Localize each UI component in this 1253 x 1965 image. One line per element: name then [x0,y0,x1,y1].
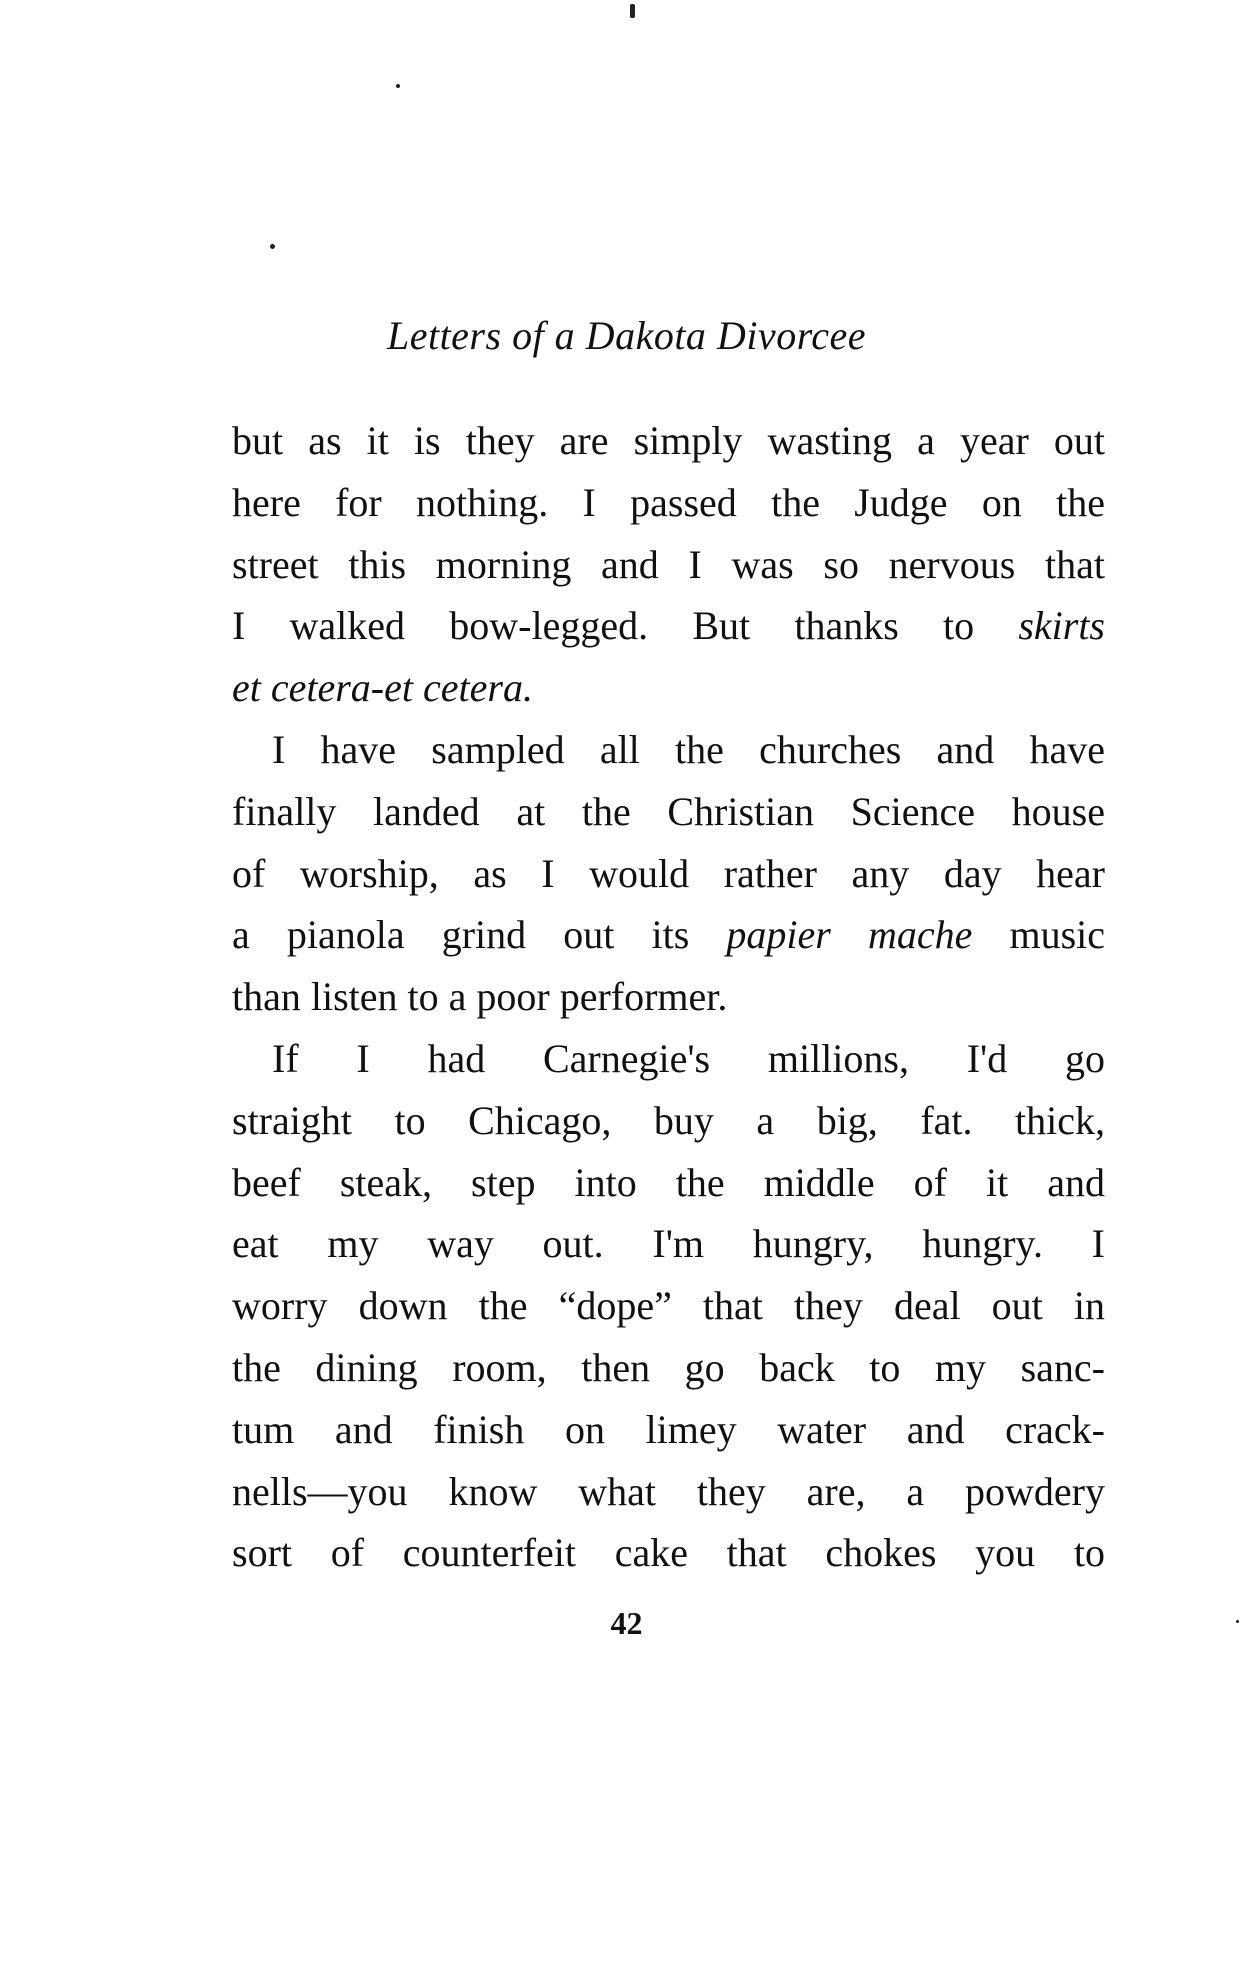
text-line: beef steak, step into the middle of it and [232,1159,1105,1205]
text-line: here for nothing. I passed the Judge on the [232,479,1105,525]
italic-phrase: papier mache [726,912,973,958]
paragraph [232,1028,1105,1584]
page-number: 42 [610,1605,643,1641]
body-text [232,410,1105,1584]
text-line: tum and finish on limey water and crack- [232,1406,1105,1452]
text-line: finally landed at the Christian Science house [232,788,1105,834]
text-line: I have sampled all the churches and have [272,726,1105,772]
text-line: than listen to a poor performer. [232,974,728,1020]
text-line: but as it is they are simply wasting a year out [232,418,1105,463]
text-line: If I had Carnegie's millions, I'd go [272,1035,1105,1081]
italic-phrase: et cetera-et cetera. [232,665,533,711]
text-line: the dining room, then go back to my sanc- [232,1344,1105,1390]
text-line [232,657,1105,719]
scan-speck [630,4,635,18]
paragraph [232,719,1105,1028]
paragraph [232,410,1105,719]
text-line: sort of counterfeit cake that chokes you to [232,1530,1105,1576]
text-line: of worship, as I would rather any day hear [232,850,1105,896]
text-line: eat my way out. I'm hungry, hungry. I [232,1221,1105,1267]
scan-speck [396,84,400,88]
scan-speck [270,244,275,249]
text-line: I walked bow-legged. But thanks to skirts [232,603,1105,649]
text-line: nells—you know what they are, a powdery [232,1468,1105,1514]
text-line: worry down the “dope” that they deal out in [232,1283,1105,1329]
text-line: street this morning and I was so nervous that [232,541,1105,587]
text-line: a pianola grind out its papier mache music [232,912,1105,958]
italic-phrase: skirts [1018,603,1105,649]
text-line: straight to Chicago, buy a big, fat. thick, [232,1097,1105,1143]
running-head: Letters of a Dakota Divorcee [386,313,867,358]
